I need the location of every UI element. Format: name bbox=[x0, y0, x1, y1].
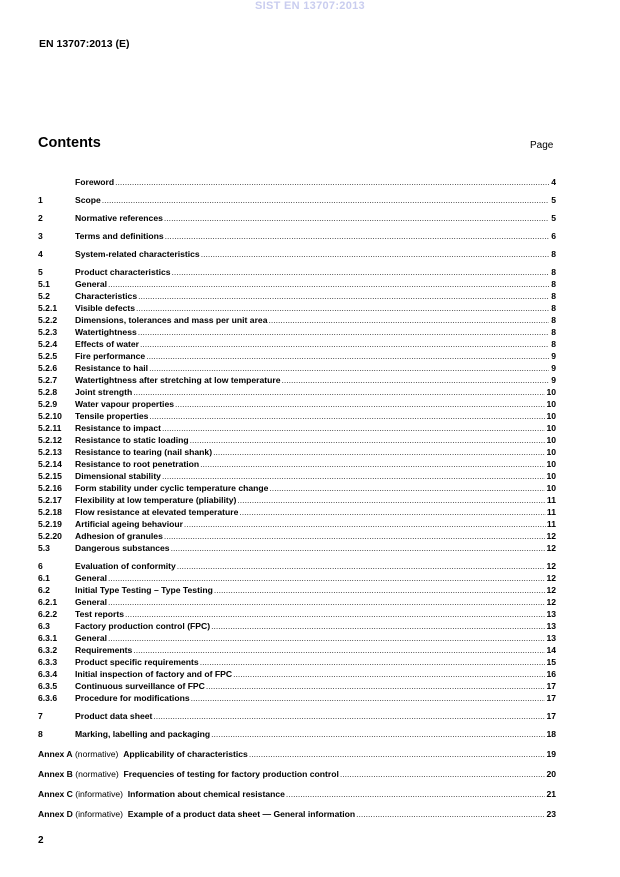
toc-entry-page: 10 bbox=[546, 459, 556, 469]
toc-entry[interactable] bbox=[38, 446, 556, 458]
toc-entry-number: 5.2.15 bbox=[38, 471, 62, 481]
toc-entry-title: Dimensional stability bbox=[75, 471, 161, 481]
dot-leader bbox=[108, 572, 545, 584]
toc-entry-page: 10 bbox=[546, 423, 556, 433]
toc-entry-number: 5.2.5 bbox=[38, 351, 58, 361]
toc-entry-page: 10 bbox=[546, 483, 556, 493]
toc-entry-title: Resistance to root penetration bbox=[75, 459, 200, 469]
toc-entry-page: 8 bbox=[551, 249, 556, 259]
toc-entry[interactable] bbox=[38, 248, 556, 260]
toc-entry-number: 7 bbox=[38, 711, 43, 721]
toc-annex-entry[interactable] bbox=[38, 788, 556, 800]
toc-entry-number: 6.3.1 bbox=[38, 633, 58, 643]
toc-annex-entry[interactable] bbox=[38, 768, 556, 780]
toc-entry-page: 12 bbox=[546, 531, 556, 541]
toc-entry-title: Adhesion of granules bbox=[75, 531, 163, 541]
document-id: EN 13707:2013 (E) bbox=[39, 38, 130, 50]
dot-leader bbox=[172, 266, 549, 278]
toc-entry[interactable] bbox=[38, 278, 556, 290]
dot-leader bbox=[164, 530, 546, 542]
dot-leader bbox=[239, 506, 546, 518]
toc-entry-page: 21 bbox=[546, 789, 556, 799]
toc-entry-number: 5.2.14 bbox=[38, 459, 62, 469]
toc-entry-page: 17 bbox=[546, 681, 556, 691]
toc-entry[interactable] bbox=[38, 470, 556, 482]
toc-entry-page: 5 bbox=[551, 213, 556, 223]
toc-entry-page: 10 bbox=[546, 411, 556, 421]
toc-entry-title: Foreword bbox=[75, 177, 115, 187]
toc-entry[interactable] bbox=[38, 458, 556, 470]
toc-entry-title: General bbox=[75, 279, 108, 289]
toc-entry-number: 5.2.10 bbox=[38, 411, 62, 421]
toc-entry-number: 6.3 bbox=[38, 621, 50, 631]
toc-entry-title: Effects of water bbox=[75, 339, 139, 349]
toc-entry-page: 10 bbox=[546, 435, 556, 445]
toc-entry-title: Continuous surveillance of FPC bbox=[75, 681, 205, 691]
toc-entry-number: 5.2.1 bbox=[38, 303, 58, 313]
toc-entry-page: 4 bbox=[551, 177, 556, 187]
toc-entry[interactable] bbox=[38, 290, 556, 302]
toc-entry[interactable] bbox=[38, 644, 556, 656]
dot-leader bbox=[191, 692, 546, 704]
toc-entry-page: 13 bbox=[546, 609, 556, 619]
toc-entry[interactable] bbox=[38, 572, 556, 584]
dot-leader bbox=[149, 410, 545, 422]
dot-leader bbox=[146, 350, 549, 362]
toc-entry-number: 5.2.16 bbox=[38, 483, 62, 493]
toc-entry[interactable] bbox=[38, 596, 556, 608]
toc-entry[interactable] bbox=[38, 656, 556, 668]
toc-entry-title: General bbox=[75, 633, 108, 643]
toc-entry-number: 6.3.6 bbox=[38, 693, 58, 703]
toc-entry-title: Flexibility at low temperature (pliability) bbox=[75, 495, 237, 505]
toc-entry-title: Resistance to impact bbox=[75, 423, 161, 433]
toc-entry-page: 8 bbox=[551, 315, 556, 325]
toc-entry[interactable] bbox=[38, 728, 556, 740]
toc-entry-page: 12 bbox=[546, 543, 556, 553]
toc-entry-page: 9 bbox=[551, 363, 556, 373]
toc-entry[interactable] bbox=[38, 608, 556, 620]
toc-entry-number: 5.2.18 bbox=[38, 507, 62, 517]
dot-leader bbox=[171, 542, 546, 554]
annex-qualifier: (informative) bbox=[75, 789, 124, 799]
toc-entry-page: 8 bbox=[551, 327, 556, 337]
dot-leader bbox=[102, 194, 549, 206]
dot-leader bbox=[286, 788, 546, 800]
toc-entry-page: 6 bbox=[551, 231, 556, 241]
toc-entry-title: Watertightness after stretching at low temperature bbox=[75, 375, 281, 385]
toc-entry-number: 5.2.19 bbox=[38, 519, 62, 529]
toc-entry[interactable] bbox=[38, 692, 556, 704]
toc-entry-page: 8 bbox=[551, 339, 556, 349]
annex-qualifier: (normative) bbox=[75, 769, 119, 779]
page-column-header: Page bbox=[530, 140, 554, 151]
toc-entry[interactable] bbox=[38, 518, 556, 530]
toc-entry-title: Product specific requirements bbox=[75, 657, 199, 667]
dot-leader bbox=[233, 668, 545, 680]
toc-entry-number: 5.2 bbox=[38, 291, 50, 301]
dot-leader bbox=[214, 584, 546, 596]
toc-entry[interactable] bbox=[38, 338, 556, 350]
dot-leader bbox=[237, 494, 546, 506]
annex-label: Annex A bbox=[38, 749, 73, 759]
toc-entry-page: 14 bbox=[546, 645, 556, 655]
dot-leader bbox=[184, 518, 546, 530]
toc-entry[interactable] bbox=[38, 668, 556, 680]
toc-entry[interactable] bbox=[38, 710, 556, 722]
dot-leader bbox=[153, 710, 545, 722]
toc-entry[interactable] bbox=[38, 212, 556, 224]
toc-entry-number: 5.2.8 bbox=[38, 387, 58, 397]
toc-entry-page: 9 bbox=[551, 351, 556, 361]
dot-leader bbox=[282, 374, 550, 386]
toc-entry-number: 5.2.3 bbox=[38, 327, 58, 337]
dot-leader bbox=[108, 596, 545, 608]
toc-entry[interactable] bbox=[38, 482, 556, 494]
toc-entry-title: Dimensions, tolerances and mass per unit area bbox=[75, 315, 268, 325]
toc-entry[interactable] bbox=[38, 584, 556, 596]
toc-entry-number: 5.3 bbox=[38, 543, 50, 553]
dot-leader bbox=[133, 644, 545, 656]
dot-leader bbox=[211, 728, 545, 740]
annex-qualifier: (informative) bbox=[75, 809, 124, 819]
toc-entry-page: 13 bbox=[546, 633, 556, 643]
toc-entry[interactable] bbox=[38, 560, 556, 572]
toc-entry-page: 11 bbox=[546, 519, 556, 529]
toc-entry-title: Form stability under cyclic temperature change bbox=[75, 483, 269, 493]
toc-entry-number: 6.2 bbox=[38, 585, 50, 595]
toc-entry-title: Characteristics bbox=[75, 291, 138, 301]
toc-entry-number: 6.3.2 bbox=[38, 645, 58, 655]
toc-entry[interactable] bbox=[38, 410, 556, 422]
toc-entry-page: 19 bbox=[546, 749, 556, 759]
toc-entry-title: Watertightness bbox=[75, 327, 137, 337]
toc-entry-title: Tensile properties bbox=[75, 411, 149, 421]
toc-entry-page: 11 bbox=[546, 495, 556, 505]
toc-entry[interactable] bbox=[38, 620, 556, 632]
toc-entry-title: Visible defects bbox=[75, 303, 136, 313]
dot-leader bbox=[125, 608, 545, 620]
toc-entry-number: 5 bbox=[38, 267, 43, 277]
toc-entry-title: Resistance to tearing (nail shank) bbox=[75, 447, 213, 457]
dot-leader bbox=[162, 470, 545, 482]
toc-entry-title: System-related characteristics bbox=[75, 249, 200, 259]
dot-leader bbox=[165, 230, 549, 242]
toc-entry-page: 12 bbox=[546, 597, 556, 607]
toc-entry-title: Joint strength bbox=[75, 387, 133, 397]
toc-entry-title: Initial inspection of factory and of FPC bbox=[75, 669, 233, 679]
toc-entry-number: 6.3.5 bbox=[38, 681, 58, 691]
toc-entry-title: Test reports bbox=[75, 609, 125, 619]
toc-entry-number: 5.2.13 bbox=[38, 447, 62, 457]
toc-entry-title: Marking, labelling and packaging bbox=[75, 729, 211, 739]
toc-entry-page: 17 bbox=[546, 693, 556, 703]
toc-entry-number: 6.3.4 bbox=[38, 669, 58, 679]
toc-entry-page: 9 bbox=[551, 375, 556, 385]
dot-leader bbox=[140, 338, 549, 350]
annex-qualifier: (normative) bbox=[74, 749, 119, 759]
toc-entry-title: Flow resistance at elevated temperature bbox=[75, 507, 239, 517]
toc-entry-number: 3 bbox=[38, 231, 43, 241]
toc-entry-page: 5 bbox=[551, 195, 556, 205]
toc-entry-number: 5.2.20 bbox=[38, 531, 62, 541]
toc-entry-page: 16 bbox=[546, 669, 556, 679]
toc-entry[interactable] bbox=[38, 362, 556, 374]
dot-leader bbox=[200, 656, 546, 668]
toc-entry-title: Dangerous substances bbox=[75, 543, 170, 553]
dot-leader bbox=[164, 212, 549, 224]
toc-entry[interactable] bbox=[38, 680, 556, 692]
toc-entry-title: Information about chemical resistance bbox=[127, 789, 285, 799]
dot-leader bbox=[340, 768, 546, 780]
toc-entry[interactable] bbox=[38, 422, 556, 434]
toc-entry-page: 12 bbox=[546, 573, 556, 583]
contents-title: Contents bbox=[38, 135, 101, 151]
toc-entry-page: 8 bbox=[551, 267, 556, 277]
toc-entry-title: Example of a product data sheet — General information bbox=[127, 809, 356, 819]
dot-leader bbox=[115, 176, 549, 188]
dot-leader bbox=[269, 482, 545, 494]
dot-leader bbox=[201, 248, 549, 260]
toc-annex-entry[interactable] bbox=[38, 748, 556, 760]
toc-entry-number: 6.1 bbox=[38, 573, 50, 583]
dot-leader bbox=[108, 632, 545, 644]
toc-entry-page: 10 bbox=[546, 387, 556, 397]
toc-entry[interactable] bbox=[38, 398, 556, 410]
dot-leader bbox=[200, 458, 545, 470]
toc-entry-number: 2 bbox=[38, 213, 43, 223]
dot-leader bbox=[268, 314, 549, 326]
toc-entry-number: 1 bbox=[38, 195, 43, 205]
toc-entry-page: 18 bbox=[546, 729, 556, 739]
watermark: SIST EN 13707:2013 bbox=[255, 0, 365, 12]
toc-annex-entry[interactable] bbox=[38, 808, 556, 820]
toc-entry-page: 8 bbox=[551, 279, 556, 289]
toc-entry-title: Scope bbox=[75, 195, 101, 205]
toc-entry-title: Fire performance bbox=[75, 351, 146, 361]
toc-entry-page: 10 bbox=[546, 399, 556, 409]
toc-entry-page: 8 bbox=[551, 303, 556, 313]
toc-entry[interactable] bbox=[38, 230, 556, 242]
toc-entry-title: General bbox=[75, 573, 108, 583]
toc-entry-number: 4 bbox=[38, 249, 43, 259]
toc-entry-title: Applicability of characteristics bbox=[123, 749, 248, 759]
dot-leader bbox=[190, 434, 546, 446]
toc-entry-number: 5.2.7 bbox=[38, 375, 58, 385]
toc-entry-page: 23 bbox=[546, 809, 556, 819]
toc-entry-page: 12 bbox=[546, 561, 556, 571]
toc-entry[interactable] bbox=[38, 326, 556, 338]
toc-entry-title: Frequencies of testing for factory production control bbox=[123, 769, 339, 779]
toc-entry[interactable] bbox=[38, 314, 556, 326]
toc-entry[interactable] bbox=[38, 494, 556, 506]
dot-leader bbox=[211, 620, 545, 632]
toc-entry-number: 5.2.17 bbox=[38, 495, 62, 505]
toc-entry-number: 8 bbox=[38, 729, 43, 739]
annex-label: Annex B bbox=[38, 769, 73, 779]
toc-entry-title: Requirements bbox=[75, 645, 133, 655]
dot-leader bbox=[136, 302, 549, 314]
toc-entry-page: 11 bbox=[546, 507, 556, 517]
toc-entry-number: 6.2.2 bbox=[38, 609, 58, 619]
toc-entry[interactable] bbox=[38, 434, 556, 446]
dot-leader bbox=[138, 290, 549, 302]
toc-entry-title: Normative references bbox=[75, 213, 163, 223]
toc-entry-page: 13 bbox=[546, 621, 556, 631]
toc-entry-page: 20 bbox=[546, 769, 556, 779]
toc-entry-number: 5.2.6 bbox=[38, 363, 58, 373]
dot-leader bbox=[177, 560, 546, 572]
toc-entry-title: Procedure for modifications bbox=[75, 693, 190, 703]
toc-entry[interactable] bbox=[38, 542, 556, 554]
toc-entry-title: Initial Type Testing – Type Testing bbox=[75, 585, 213, 595]
toc-entry[interactable] bbox=[38, 302, 556, 314]
toc-entry-number: 5.2.11 bbox=[38, 423, 62, 433]
toc-entry[interactable] bbox=[38, 194, 556, 206]
toc-entry-number: 5.2.9 bbox=[38, 399, 58, 409]
toc-entry-title: Product characteristics bbox=[75, 267, 171, 277]
toc-entry-title: Resistance to hail bbox=[75, 363, 149, 373]
toc-entry-page: 10 bbox=[546, 447, 556, 457]
annex-label: Annex D bbox=[38, 809, 73, 819]
toc-entry[interactable] bbox=[38, 374, 556, 386]
toc-entry-title: Product data sheet bbox=[75, 711, 153, 721]
toc-entry-number: 5.2.4 bbox=[38, 339, 58, 349]
toc-entry-page: 12 bbox=[546, 585, 556, 595]
toc-entry-page: 8 bbox=[551, 291, 556, 301]
toc-entry[interactable] bbox=[38, 506, 556, 518]
toc-entry-title: Factory production control (FPC) bbox=[75, 621, 211, 631]
dot-leader bbox=[133, 386, 545, 398]
toc-entry-number: 6 bbox=[38, 561, 43, 571]
page-number: 2 bbox=[38, 835, 44, 846]
toc-entry-number: 5.2.12 bbox=[38, 435, 62, 445]
annex-label: Annex C bbox=[38, 789, 73, 799]
dot-leader bbox=[213, 446, 545, 458]
toc-entry[interactable] bbox=[38, 350, 556, 362]
toc-entry[interactable] bbox=[38, 632, 556, 644]
toc-entry[interactable] bbox=[38, 266, 556, 278]
toc-entry-title: General bbox=[75, 597, 108, 607]
toc-entry-title: Terms and definitions bbox=[75, 231, 164, 241]
dot-leader bbox=[206, 680, 546, 692]
toc-entry-page: 17 bbox=[546, 711, 556, 721]
dot-leader bbox=[138, 326, 549, 338]
toc-entry-title: Artificial ageing behaviour bbox=[75, 519, 183, 529]
dot-leader bbox=[249, 748, 546, 760]
toc-entry-number: 5.1 bbox=[38, 279, 50, 289]
dot-leader bbox=[108, 278, 549, 290]
dot-leader bbox=[356, 808, 545, 820]
toc-entry[interactable] bbox=[38, 386, 556, 398]
toc-entry-title: Water vapour properties bbox=[75, 399, 175, 409]
toc-entry-page: 15 bbox=[546, 657, 556, 667]
dot-leader bbox=[175, 398, 545, 410]
table-of-contents bbox=[38, 176, 556, 820]
toc-entry-number: 5.2.2 bbox=[38, 315, 58, 325]
dot-leader bbox=[149, 362, 549, 374]
toc-entry[interactable] bbox=[38, 176, 556, 188]
toc-entry-title: Evaluation of conformity bbox=[75, 561, 176, 571]
dot-leader bbox=[162, 422, 545, 434]
toc-entry-page: 10 bbox=[546, 471, 556, 481]
toc-entry-number: 6.2.1 bbox=[38, 597, 58, 607]
toc-entry-title: Resistance to static loading bbox=[75, 435, 189, 445]
toc-entry[interactable] bbox=[38, 530, 556, 542]
toc-entry-number: 6.3.3 bbox=[38, 657, 58, 667]
